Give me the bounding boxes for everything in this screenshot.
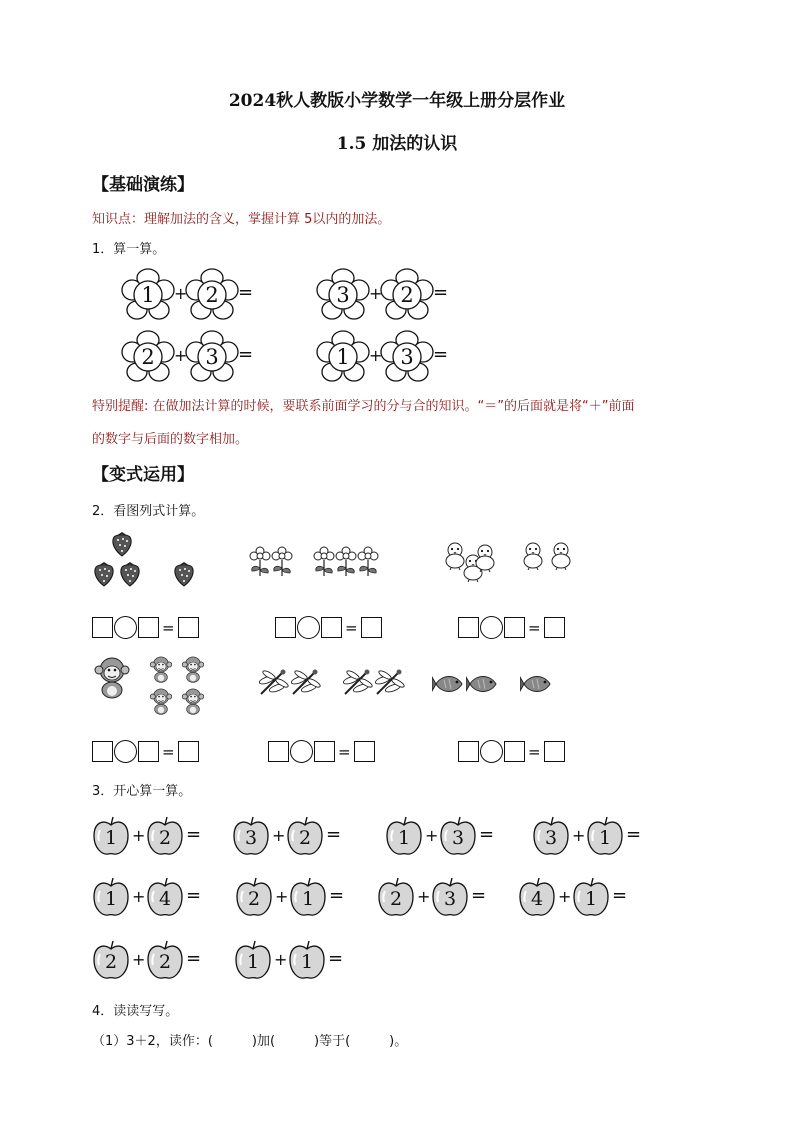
question-3-label: 3．开心算一算。 [92,784,192,799]
monkey-icon [148,687,174,715]
equals-sign: = [329,885,345,906]
plus-sign: + [174,346,188,365]
apple-number-first [385,816,423,856]
strawberry-icon [118,558,142,588]
monkey-icon [148,655,174,683]
equals-sign: = [186,885,202,906]
apple-digit: 1 [397,827,411,849]
equation-boxes [92,616,199,639]
plus-sign: + [572,826,586,845]
plus-sign: + [132,826,146,845]
apple-digit: 2 [298,827,312,849]
apple-number-second [146,877,184,917]
question-1-label: 1．算一算。 [92,242,166,257]
equals-sign: = [479,824,495,845]
strawberry-icon [110,528,134,558]
apple-number-second [586,816,624,856]
answer-box[interactable] [314,741,335,762]
tip-line-1: 特别提醒: 在做加法计算的时候，要联系前面学习的分与合的知识。“＝”的后面就是将“＋”前面 [92,399,635,414]
plus-sign: + [275,887,289,906]
apple-number-first [377,877,415,917]
lesson-subtitle: 1.5 加法的认识 [336,134,458,154]
answer-box[interactable] [458,617,479,638]
apple-digit: 1 [598,827,612,849]
flower-icon [312,546,336,578]
plus-sign: + [132,887,146,906]
apple-number-second [286,816,324,856]
answer-box[interactable] [92,617,113,638]
answer-box[interactable] [354,741,375,762]
answer-box[interactable] [504,741,525,762]
fish-icon [466,672,502,696]
answer-box[interactable] [268,741,289,762]
operator-circle[interactable] [290,740,313,763]
apple-number-second [572,877,610,917]
apple-digit: 2 [104,951,118,973]
equals-sign: = [471,885,487,906]
equation-boxes [458,740,565,763]
apple-number-first [92,940,130,980]
apple-number-second [146,940,184,980]
apple-number-first [234,940,272,980]
apple-number-second [439,816,477,856]
answer-box[interactable] [458,741,479,762]
equals-sign: = [186,824,202,845]
flower-number-second [379,329,435,385]
flower-icon [270,546,294,578]
apple-digit: 1 [104,827,118,849]
operator-circle[interactable] [114,616,137,639]
apple-digit: 3 [244,827,258,849]
equals-sign: = [162,618,175,637]
apple-digit: 2 [389,888,403,910]
apple-digit: 1 [104,888,118,910]
section-basic-practice: 【基础演练】 [92,175,194,195]
plus-sign: + [272,826,286,845]
apple-digit: 1 [300,951,314,973]
equals-sign: = [626,824,642,845]
equals-sign: = [186,948,202,969]
equation-boxes [92,740,199,763]
page-title: 2024秋人教版小学数学一年级上册分层作业 [228,91,566,111]
equals-sign: = [433,344,449,365]
flower-digit: 3 [336,283,350,307]
apple-digit: 1 [584,888,598,910]
plus-sign: + [274,950,288,969]
apple-number-first [235,877,273,917]
chick-icon [546,540,576,570]
apple-number-second [431,877,469,917]
answer-box[interactable] [275,617,296,638]
equals-sign: = [238,282,254,303]
apple-number-first [92,877,130,917]
monkey-icon [180,655,206,683]
apple-number-first [232,816,270,856]
flower-digit: 2 [205,283,219,307]
equation-boxes [268,740,375,763]
equals-sign: = [612,885,628,906]
equals-sign: = [326,824,342,845]
flower-digit: 2 [400,283,414,307]
operator-circle[interactable] [480,740,503,763]
chick-icon [518,540,548,570]
plus-sign: + [425,826,439,845]
apple-number-second [146,816,184,856]
answer-box[interactable] [178,741,199,762]
equation-boxes [458,616,565,639]
equals-sign: = [162,742,175,761]
flower-icon [334,546,358,578]
equals-sign: = [238,344,254,365]
apple-digit: 3 [451,827,465,849]
apple-digit: 4 [158,888,172,910]
flower-icon [356,546,380,578]
answer-box[interactable] [361,617,382,638]
equals-sign: = [328,948,344,969]
fish-icon [432,672,468,696]
operator-circle[interactable] [114,740,137,763]
equals-sign: = [345,618,358,637]
flower-icon [248,546,272,578]
apple-digit: 2 [247,888,261,910]
flower-number-first [315,329,371,385]
apple-digit: 2 [158,827,172,849]
question-4-part-1: （1）3＋2，读作：( )加( )等于( )。 [92,1034,408,1049]
monkey-icon [92,655,132,699]
plus-sign: + [174,284,188,303]
flower-digit: 2 [141,345,155,369]
plus-sign: + [417,887,431,906]
question-4-label: 4．读读写写。 [92,1004,179,1019]
apple-digit: 1 [301,888,315,910]
dragonfly-icon [287,668,321,698]
dragonfly-icon [371,668,405,698]
section-variant-application: 【变式运用】 [92,465,194,485]
fish-icon [520,672,556,696]
flower-digit: 1 [141,283,155,307]
apple-digit: 1 [246,951,260,973]
equals-sign: = [528,618,541,637]
apple-number-first [92,816,130,856]
plus-sign: + [132,950,146,969]
tip-line-2: 的数字与后面的数字相加。 [92,432,249,447]
apple-number-second [289,877,327,917]
flower-number-second [184,329,240,385]
plus-sign: + [558,887,572,906]
monkey-icon [180,687,206,715]
operator-circle[interactable] [297,616,320,639]
flower-number-second [379,267,435,323]
strawberry-icon [172,558,196,588]
chick-icon [470,542,500,572]
flower-number-first [120,329,176,385]
flower-digit: 3 [400,345,414,369]
apple-digit: 4 [530,888,544,910]
answer-box[interactable] [504,617,525,638]
flower-digit: 1 [336,345,350,369]
dragonfly-icon [339,668,373,698]
flower-number-first [315,267,371,323]
answer-box[interactable] [321,617,342,638]
dragonfly-icon [255,668,289,698]
plus-sign: + [369,284,383,303]
answer-box[interactable] [138,741,159,762]
strawberry-icon [92,558,116,588]
equals-sign: = [338,742,351,761]
apple-digit: 3 [443,888,457,910]
answer-box[interactable] [178,617,199,638]
knowledge-point: 知识点：理解加法的含义，掌握计算 5以内的加法。 [92,212,391,227]
answer-box[interactable] [92,741,113,762]
question-2-label: 2．看图列式计算。 [92,504,205,519]
apple-number-second [288,940,326,980]
flower-number-first [120,267,176,323]
apple-number-first [518,877,556,917]
equals-sign: = [433,282,449,303]
plus-sign: + [369,346,383,365]
apple-digit: 3 [544,827,558,849]
operator-circle[interactable] [480,616,503,639]
flower-digit: 3 [205,345,219,369]
equals-sign: = [528,742,541,761]
answer-box[interactable] [544,741,565,762]
apple-digit: 2 [158,951,172,973]
flower-number-second [184,267,240,323]
apple-number-first [532,816,570,856]
answer-box[interactable] [138,617,159,638]
answer-box[interactable] [544,617,565,638]
equation-boxes [275,616,382,639]
